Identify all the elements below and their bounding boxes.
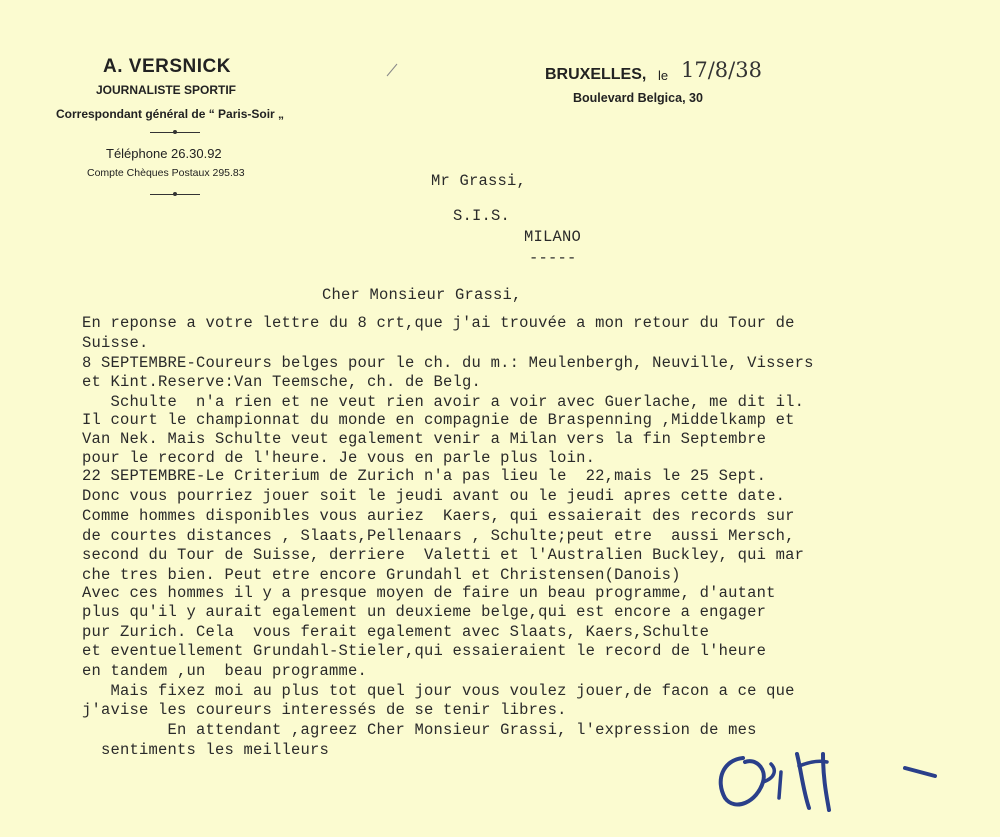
body-line: Avec ces hommes il y a presque moyen de faire un beau programme, d'autant — [82, 584, 776, 602]
letterhead-name: A. VERSNICK — [103, 56, 231, 77]
letterhead-phone: Téléphone 26.30.92 — [106, 146, 222, 161]
body-line: et Kint.Reserve:Van Teemsche, ch. de Belg. — [82, 373, 482, 391]
body-line: sentiments les meilleurs — [82, 741, 330, 759]
body-line: Mais fixez moi au plus tot quel jour vous voulez jouer,de facon a ce que — [82, 682, 795, 700]
body-line: En reponse a votre lettre du 8 crt,que j'ai trouvée a mon retour du Tour de — [82, 314, 795, 332]
body-line: second du Tour de Suisse, derriere Valetti et l'Australien Buckley, qui mar — [82, 546, 805, 564]
city: BRUXELLES, — [545, 66, 647, 83]
salutation: Cher Monsieur Grassi, — [322, 286, 522, 304]
address: Boulevard Belgica, 30 — [573, 91, 703, 105]
body-line: En attendant ,agreez Cher Monsieur Grassi, l'expression de mes — [82, 721, 757, 739]
letterhead-cheques: Compte Chèques Postaux 295.83 — [87, 167, 245, 179]
body-line: de courtes distances , Slaats,Pellenaars , Schulte;peut etre aussi Mersch, — [82, 527, 795, 545]
body-line: 8 SEPTEMBRE-Coureurs belges pour le ch. du m.: Meulenbergh, Neuville, Vissers — [82, 354, 814, 372]
letter-date: 17/8/38 — [681, 58, 762, 82]
divider-dot — [173, 192, 177, 196]
body-line: Comme hommes disponibles vous auriez Kaers, qui essaierait des records sur — [82, 507, 795, 525]
body-line: Van Nek. Mais Schulte veut egalement venir a Milan vers la fin Septembre — [82, 430, 767, 448]
body-line: che tres bien. Peut etre encore Grundahl et Christensen(Danois) — [82, 566, 681, 584]
body-line: pour le record de l'heure. Je vous en parle plus loin. — [82, 449, 596, 467]
body-line: Il court le championnat du monde en compagnie de Braspenning ,Middelkamp et — [82, 411, 795, 429]
body-line: Donc vous pourriez jouer soit le jeudi avant ou le jeudi apres cette date. — [82, 487, 786, 505]
signature-icon — [705, 740, 945, 820]
date-prefix: le — [658, 68, 669, 83]
body-line: 22 SEPTEMBRE-Le Criterium de Zurich n'a pas lieu le 22,mais le 25 Sept. — [82, 467, 767, 485]
recipient-rule: ----- — [529, 249, 577, 267]
letterhead-correspondent: Correspondant général de “ Paris-Soir „ — [56, 107, 285, 121]
body-line: j'avise les coureurs interessés de se tenir libres. — [82, 701, 567, 719]
body-line: plus qu'il y aurait egalement un deuxieme belge,qui est encore a engager — [82, 603, 767, 621]
recipient-city: MILANO — [524, 228, 582, 246]
body-line: Suisse. — [82, 334, 149, 352]
recipient-org: S.I.S. — [453, 207, 511, 225]
body-line: pur Zurich. Cela vous ferait egalement avec Slaats, Kaers,Schulte — [82, 623, 710, 641]
letterhead-title: JOURNALISTE SPORTIF — [96, 83, 237, 97]
body-line: Schulte n'a rien et ne veut rien avoir a voir avec Guerlache, me dit il. — [82, 393, 805, 411]
body-line: en tandem ,un beau programme. — [82, 662, 368, 680]
divider-dot — [173, 130, 177, 134]
recipient-name: Mr Grassi, — [431, 172, 527, 190]
body-line: et eventuellement Grundahl-Stieler,qui essaieraient le record de l'heure — [82, 642, 767, 660]
pencil-mark-icon — [383, 60, 403, 80]
